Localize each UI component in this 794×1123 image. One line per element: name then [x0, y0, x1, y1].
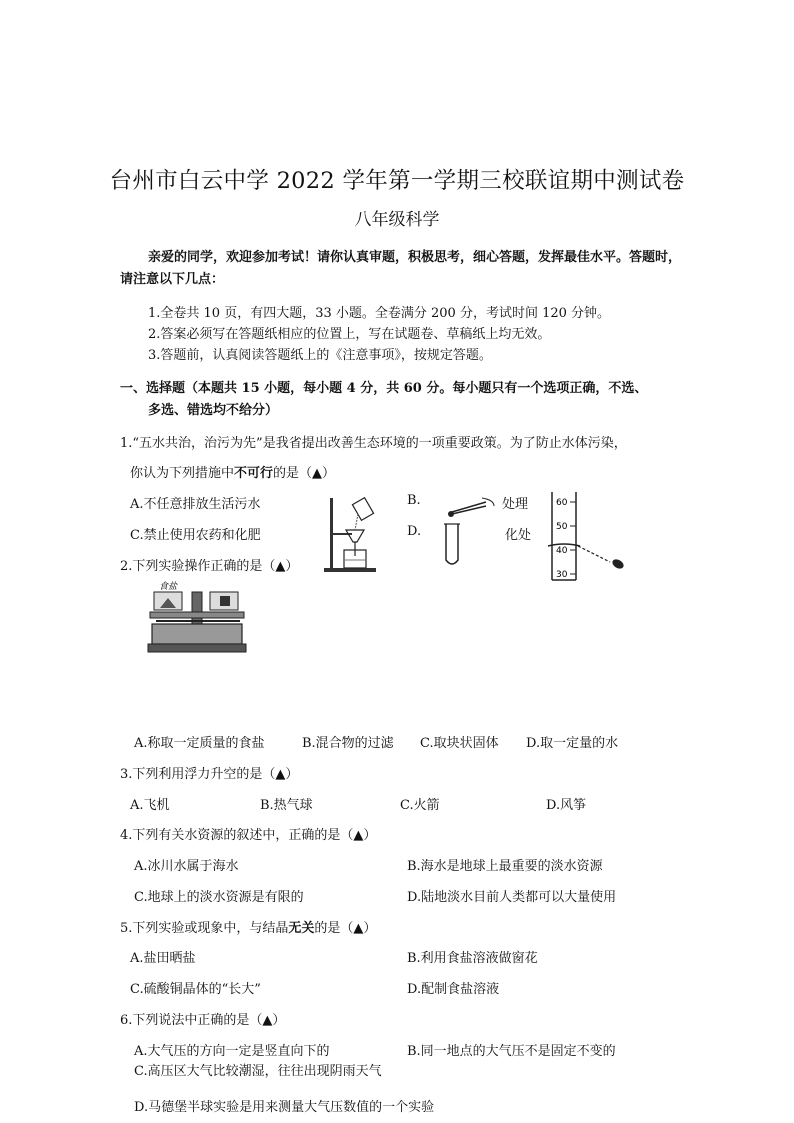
note-2: 2.答案必须写在答题纸相应的位置上，写在试题卷、草稿纸上均无效。	[148, 327, 551, 342]
q1-option-d-end: 化处	[505, 528, 532, 543]
q1-option-b-end: 处理	[502, 497, 529, 512]
q1-stem-line-2	[130, 462, 335, 481]
note-1: 1.全卷共 10 页，有四大题，33 小题。全卷满分 200 分，考试时间 120 分钟。	[148, 306, 611, 321]
q1-stem-line-1: 1.“五水共治，治污为先”是我省提出改善生态环境的一项重要政策。为了防止水体污染，	[120, 436, 627, 451]
q6-option-b: B.同一地点的大气压不是固定不变的	[407, 1044, 616, 1059]
q2-option-b: B.混合物的过滤	[302, 736, 394, 751]
q3-option-c: C.火箭	[400, 798, 440, 813]
q1-emphasis: 不可行	[234, 466, 274, 481]
tick-30: 30	[556, 570, 568, 580]
filtration-figure	[322, 490, 382, 580]
exam-title: 台州市白云中学 2022 学年第一学期三校联谊期中测试卷	[109, 168, 685, 194]
q2-option-d: D.取一定量的水	[526, 736, 619, 751]
q1-option-d-start: D.	[407, 524, 422, 539]
section-1-heading-line-1: 一、选择题（本题共 15 小题，每小题 4 分，共 60 分。每小题只有一个选项正确，不选、	[120, 381, 648, 396]
q4-option-d: D.陆地淡水目前人类都可以大量使用	[407, 890, 617, 905]
q2-option-c: C.取块状固体	[420, 736, 499, 751]
q6-option-d: D.马德堡半球实验是用来测量大气压数值的一个实验	[134, 1100, 435, 1115]
q3-option-b: B.热气球	[260, 798, 313, 813]
q2-option-a: A.称取一定质量的食盐	[134, 736, 265, 751]
note-3: 3.答题前，认真阅读答题纸上的《注意事项》，按规定答题。	[148, 348, 492, 363]
q5-stem-text: 5.下列实验或现象中，与结晶	[120, 921, 289, 936]
greeting-line-2: 请注意以下几点：	[120, 272, 225, 287]
q1-stem-suffix: 的是（▲）	[273, 466, 336, 481]
q1-option-a: A.不任意排放生活污水	[130, 497, 261, 512]
q1-stem-text: 你认为下列措施中	[130, 466, 235, 481]
q5-option-c: C.硫酸铜晶体的“长大”	[130, 982, 261, 997]
q4-option-a: A.冰川水属于海水	[134, 859, 239, 874]
tick-60: 60	[556, 498, 568, 508]
balance-label: 食盐	[159, 582, 178, 592]
q3-stem: 3.下列利用浮力升空的是（▲）	[120, 767, 299, 782]
section-1-heading-line-2: 多选、错选均不给分）	[148, 403, 279, 418]
q4-option-b: B.海水是地球上最重要的淡水资源	[407, 859, 603, 874]
q5-stem	[120, 917, 376, 936]
exam-subtitle: 八年级科学	[354, 210, 440, 230]
q4-option-c: C.地球上的淡水资源是有限的	[134, 890, 304, 905]
q2-stem: 2.下列实验操作正确的是（▲）	[120, 559, 299, 574]
tick-50: 50	[556, 522, 568, 532]
q1-option-b-start: B.	[407, 493, 421, 508]
q6-option-a: A.大气压的方向一定是竖直向下的	[134, 1044, 330, 1059]
test-tube-figure	[438, 490, 498, 570]
q6-stem: 6.下列说法中正确的是（▲）	[120, 1013, 286, 1028]
q4-stem: 4.下列有关水资源的叙述中，正确的是（▲）	[120, 828, 377, 843]
balance-scale-figure	[148, 578, 248, 658]
q1-option-c: C.禁止使用农药和化肥	[130, 528, 261, 543]
graduated-cylinder-figure	[548, 492, 638, 584]
q5-option-a: A.盐田晒盐	[130, 951, 196, 966]
q5-option-d: D.配制食盐溶液	[407, 982, 500, 997]
q5-option-b: B.利用食盐溶液做窗花	[407, 951, 538, 966]
tick-40: 40	[556, 546, 568, 556]
q3-option-d: D.风筝	[546, 798, 587, 813]
greeting-line-1: 亲爱的同学，欢迎参加考试！请你认真审题，积极思考，细心答题，发挥最佳水平。答题时，	[148, 250, 682, 265]
q3-option-a: A.飞机	[130, 798, 170, 813]
q5-emphasis: 无关	[288, 921, 315, 936]
q6-option-c: C.高压区大气比较潮湿，往往出现阴雨天气	[134, 1064, 382, 1079]
q5-stem-suffix: 的是（▲）	[314, 921, 377, 936]
